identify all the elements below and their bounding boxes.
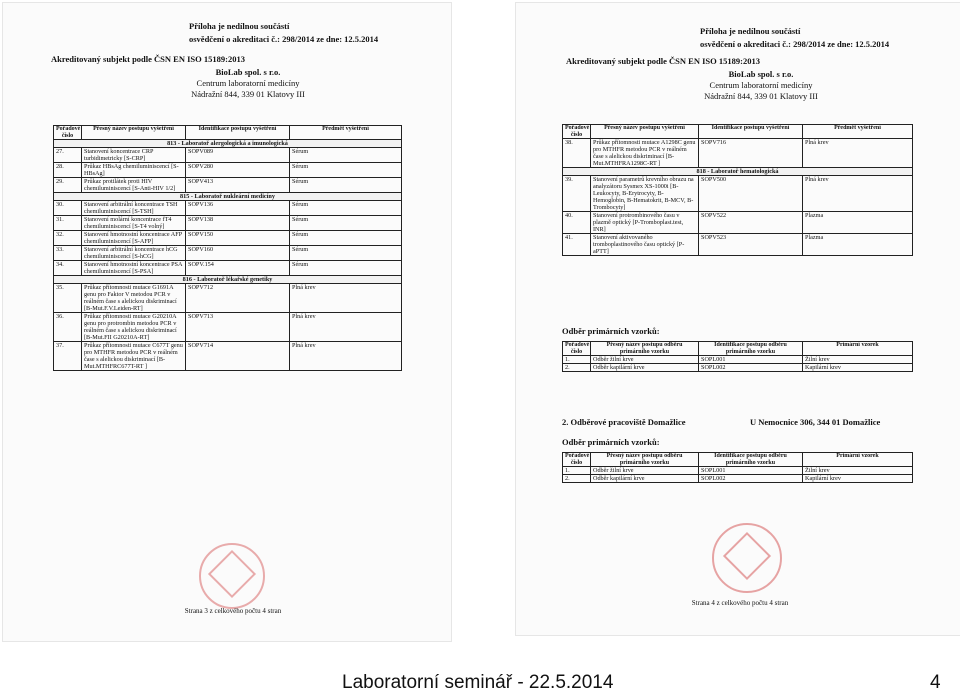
table-row [54, 313, 402, 342]
table-cell-no: 33. [54, 246, 82, 261]
table-row [563, 364, 913, 372]
table-cell-subject: Plná krev [290, 284, 402, 313]
table-cell-id: SOPL001 [699, 356, 803, 364]
table-cell-id: SOPV160 [186, 246, 290, 261]
table-cell-subject: Sérum [290, 148, 402, 163]
table-row [563, 212, 913, 234]
table-cell-name: Odběr kapilární krve [591, 475, 699, 483]
table-cell-id: SOPV136 [186, 201, 290, 216]
column-header: Přesný název postupu vyšetření [82, 126, 186, 140]
primary-samples-table [562, 341, 913, 372]
accreditation-stamp [712, 523, 782, 593]
table-cell-no: 28. [54, 163, 82, 178]
column-header: Přesný název postupu vyšetření [591, 125, 699, 139]
table-row [563, 139, 913, 168]
table-row [54, 216, 402, 231]
table-cell-no: 1. [563, 356, 591, 364]
table-cell-sample: Žilní krev [803, 467, 913, 475]
table-header-row [563, 342, 913, 356]
table-cell-no: 29. [54, 178, 82, 193]
column-header: Předmět vyšetření [803, 125, 913, 139]
table-cell-subject: Plná krev [803, 139, 913, 168]
table-cell-name: Průkaz protilátek proti HIV chemiluminiscencí [S-Anti-HIV 1/2] [82, 178, 186, 193]
table-row [54, 342, 402, 371]
organization-address: Nádražní 844, 339 01 Klatovy III [704, 91, 818, 101]
table-cell-name: Stanovení koncentrace CRP turbidimetricky [S-CRP] [82, 148, 186, 163]
table-cell-no: 2. [563, 475, 591, 483]
table-cell-sample: Žilní krev [803, 356, 913, 364]
table-row [563, 176, 913, 212]
table-cell-no: 30. [54, 201, 82, 216]
annex-note-line1: Příloha je nedílnou součástí [189, 21, 290, 31]
table-row [563, 356, 913, 364]
table-cell-no: 41. [563, 234, 591, 256]
column-header: Pořadové číslo [563, 342, 591, 356]
table-cell-no: 31. [54, 216, 82, 231]
table-cell-name: Stanovení aktivovaného tromboplastinového času optický [P-aPTT] [591, 234, 699, 256]
primary-samples-title: Odběr primárních vzorků: [562, 326, 660, 336]
table-cell-subject: Sérum [290, 163, 402, 178]
table-cell-name: Stanovení hmotnostní koncentrace PSA chemiluminiscencí [S-PSA] [82, 261, 186, 276]
column-header: Identifikace postupu vyšetření [699, 125, 803, 139]
table-cell-id: SOPV523 [699, 234, 803, 256]
accreditation-stamp [199, 543, 265, 609]
table-row [54, 201, 402, 216]
table-row [54, 231, 402, 246]
table-cell-id: SOPV138 [186, 216, 290, 231]
accredited-subject: Akreditovaný subjekt podle ČSN EN ISO 15189:2013 [51, 54, 245, 64]
column-header: Primární vzorek [803, 342, 913, 356]
column-header: Identifikace postupu odběru primárního vzorku [699, 342, 803, 356]
table-cell-subject: Plazma [803, 212, 913, 234]
table-cell-no: 39. [563, 176, 591, 212]
table-cell-id: SOPV150 [186, 231, 290, 246]
annex-note-line1: Příloha je nedílnou součástí [700, 26, 801, 36]
table-cell-no: 32. [54, 231, 82, 246]
table-cell-no: 40. [563, 212, 591, 234]
table-cell-name: Průkaz přítomnosti mutace G1691A genu pro Faktor V metodou PCR v reálném čase s alelickou diskriminací [B-Mut.F.V.Leiden-RT] [82, 284, 186, 313]
organization-name: BioLab spol. s r.o. [728, 69, 794, 79]
table-row [54, 163, 402, 178]
section-row [54, 193, 402, 201]
organization-address: Nádražní 844, 339 01 Klatovy III [191, 89, 305, 99]
table-cell-subject: Sérum [290, 216, 402, 231]
table-cell-subject: Sérum [290, 201, 402, 216]
table-cell-name: Odběr kapilární krve [591, 364, 699, 372]
table-cell-name: Stanovení arbitrální koncentrace hCG chemiluminiscencí [S-hCG] [82, 246, 186, 261]
primary-samples-table [562, 452, 913, 483]
table-cell-id: SOPV280 [186, 163, 290, 178]
table-row [54, 261, 402, 276]
table-cell-subject: Plná krev [803, 176, 913, 212]
section-row [563, 168, 913, 176]
table-cell-subject: Sérum [290, 246, 402, 261]
workplace-address: U Nemocnice 306, 344 01 Domažlice [750, 417, 881, 427]
primary-samples-title: Odběr primárních vzorků: [562, 437, 660, 447]
slide-page-number: 4 [930, 672, 941, 693]
annex-note-line2: osvědčení o akreditaci č.: 298/2014 ze dne: 12.5.2014 [700, 39, 890, 49]
slide-caption: Laboratorní seminář - 22.5.2014 [342, 672, 614, 693]
column-header: Přesný název postupu odběru primárního vzorku [591, 342, 699, 356]
table-row [54, 178, 402, 193]
column-header: Přesný název postupu odběru primárního vzorku [591, 453, 699, 467]
table-cell-no: 37. [54, 342, 82, 371]
table-cell-no: 1. [563, 467, 591, 475]
table-cell-id: SOPL002 [699, 364, 803, 372]
table-header-row [563, 453, 913, 467]
table-cell-name: Průkaz přítomnosti mutace C677T genu pro MTHFR metodou PCR v reálném čase s alelickou diskriminací [B-Mut.MTHFRC677T-RT ] [82, 342, 186, 371]
column-header: Pořadové číslo [563, 453, 591, 467]
table-cell-id: SOPV712 [186, 284, 290, 313]
table-row [563, 467, 913, 475]
table-cell-subject: Plná krev [290, 342, 402, 371]
table-cell-subject: Plná krev [290, 313, 402, 342]
column-header: Pořadové číslo [54, 126, 82, 140]
section-title: 818 - Laboratoř hematologická [563, 168, 913, 176]
table-cell-id: SOPV089 [186, 148, 290, 163]
column-header: Předmět vyšetření [290, 126, 402, 140]
table-cell-name: Průkaz HBsAg chemiluminiscencí [S-HBsAg] [82, 163, 186, 178]
column-header: Pořadové číslo [563, 125, 591, 139]
organization-department: Centrum laboratorní medicíny [196, 78, 300, 88]
table-cell-name: Odběr žilní krve [591, 356, 699, 364]
section-row [54, 276, 402, 284]
table-row [563, 475, 913, 483]
table-cell-id: SOPV716 [699, 139, 803, 168]
document-page-3 [3, 3, 451, 641]
table-row [563, 234, 913, 256]
table-cell-name: Průkaz přítomnosti mutace G20210A genu pro protrombin metodou PCR v reálném čase s alelickou diskriminací [B-Mut.FII G20210A-RT] [82, 313, 186, 342]
table-cell-no: 34. [54, 261, 82, 276]
section-title: 816 - Laboratoř lékařské genetiky [54, 276, 402, 284]
table-cell-no: 38. [563, 139, 591, 168]
organization-department: Centrum laboratorní medicíny [709, 80, 813, 90]
table-cell-name: Stanovení arbitrální koncentrace TSH chemiluminiscencí [S-TSH] [82, 201, 186, 216]
table-cell-id: SOPV522 [699, 212, 803, 234]
examination-table [53, 125, 402, 371]
table-cell-sample: Kapilární krev [803, 364, 913, 372]
workplace-title: 2. Odběrové pracoviště Domažlice [562, 417, 686, 427]
section-title: 815 - Laboratoř nukleární medicíny [54, 193, 402, 201]
table-cell-name: Stanovení molární koncentrace fT4 chemiluminiscencí [S-T4 volný] [82, 216, 186, 231]
section-row [54, 140, 402, 148]
document-page-4 [516, 3, 960, 635]
table-cell-no: 2. [563, 364, 591, 372]
table-cell-no: 36. [54, 313, 82, 342]
table-cell-id: SOPV713 [186, 313, 290, 342]
column-header: Identifikace postupu odběru primárního vzorku [699, 453, 803, 467]
table-cell-id: SOPV500 [699, 176, 803, 212]
table-header-row [54, 126, 402, 140]
table-cell-no: 35. [54, 284, 82, 313]
table-cell-name: Průkaz přítomnosti mutace A1298C genu pro MTHFR metodou PCR v reálném čase s alelickou diskriminací [B-Mut.MTHFRA1298C-RT ] [591, 139, 699, 168]
table-cell-subject: Sérum [290, 178, 402, 193]
page-footer: Strana 4 z celkového počtu 4 stran [691, 599, 789, 607]
table-cell-sample: Kapilární krev [803, 475, 913, 483]
table-cell-id: SOPL002 [699, 475, 803, 483]
table-cell-name: Stanovení protrombinového času v plazmě optický [P-Tromboplast.test, INR] [591, 212, 699, 234]
accredited-subject: Akreditovaný subjekt podle ČSN EN ISO 15189:2013 [566, 56, 760, 66]
table-row [54, 284, 402, 313]
table-cell-id: SOPV714 [186, 342, 290, 371]
table-cell-name: Odběr žilní krve [591, 467, 699, 475]
table-cell-name: Stanovení parametrů krevního obrazu na analyzátoru Sysmex XS-1000i [B-Leukocyty, B-Erytrocyty, B-Hemoglobin, B-Hematokrit, B-MCV, B-Trombocyty] [591, 176, 699, 212]
table-header-row [563, 125, 913, 139]
table-cell-subject: Sérum [290, 261, 402, 276]
table-row [54, 148, 402, 163]
examination-table [562, 124, 913, 256]
column-header: Identifikace postupu vyšetření [186, 126, 290, 140]
section-title: 813 - Laboratoř alergologická a imunologická [54, 140, 402, 148]
table-cell-subject: Plazma [803, 234, 913, 256]
page-footer: Strana 3 z celkového počtu 4 stran [184, 607, 282, 615]
table-cell-no: 27. [54, 148, 82, 163]
table-cell-subject: Sérum [290, 231, 402, 246]
table-row [54, 246, 402, 261]
table-cell-name: Stanovení hmotnostní koncentrace AFP chemiluminiscencí [S-AFP] [82, 231, 186, 246]
table-cell-id: SOPL001 [699, 467, 803, 475]
table-cell-id: SOPV.154 [186, 261, 290, 276]
column-header: Primární vzorek [803, 453, 913, 467]
table-cell-id: SOPV413 [186, 178, 290, 193]
annex-note-line2: osvědčení o akreditaci č.: 298/2014 ze dne: 12.5.2014 [189, 34, 379, 44]
organization-name: BioLab spol. s r.o. [215, 67, 281, 77]
